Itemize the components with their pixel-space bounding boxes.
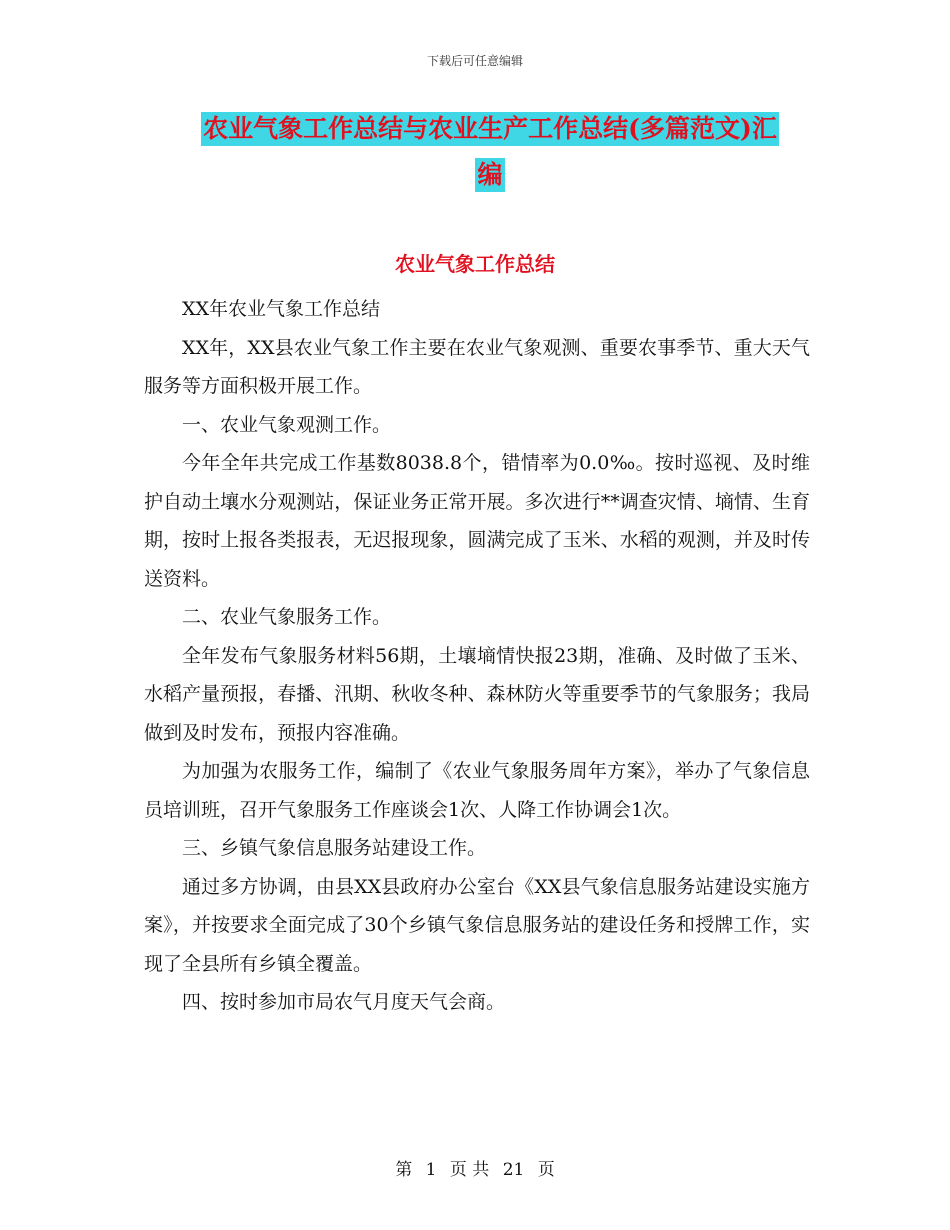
section-title: 农业气象工作总结 — [395, 252, 555, 276]
paragraph: XX年，XX县农业气象工作主要在农业气象观测、重要农事季节、重大天气服务等方面积极开展工作。 — [144, 336, 810, 397]
paragraph: 通过多方协调，由县XX县政府办公室台《XX县气象信息服务站建设实施方案》，并按要求全面完成了30个乡镇气象信息服务站的建设任务和授牌工作，实现了全县所有乡镇全覆盖。 — [144, 875, 810, 975]
footer-suffix: 页 — [537, 1160, 555, 1180]
footer-page-number: 1 — [425, 1160, 437, 1180]
document-body — [144, 290, 810, 1022]
page-header-note: 下载后可任意编辑 — [426, 54, 523, 68]
title-line-2: 编 — [475, 158, 504, 192]
title-line-1: 农业气象工作总结与农业生产工作总结(多篇范文)汇 — [201, 112, 779, 146]
document-title — [160, 112, 820, 192]
paragraph: 一、农业气象观测工作。 — [182, 413, 392, 436]
page-footer — [0, 1155, 950, 1180]
paragraph: XX年农业气象工作总结 — [182, 298, 381, 320]
paragraph: 全年发布气象服务材料56期，土壤墒情快报23期，准确、及时做了玉米、水稻产量预报，春播、汛期、秋收冬种、森林防火等重要季节的气象服务；我局做到及时发布，预报内容准确。 — [144, 644, 810, 744]
footer-total-pages: 21 — [502, 1160, 525, 1180]
footer-prefix: 第 — [395, 1160, 413, 1180]
paragraph: 今年全年共完成工作基数8038.8个，错情率为0.0‰。按时巡视、及时维护自动土壤水分观测站，保证业务正常开展。多次进行**调查灾情、墒情、生育期，按时上报各类报表，无迟报现象，圆满完成了玉米、水稻的观测，并及时传送资料。 — [144, 452, 810, 590]
paragraph: 三、乡镇气象信息服务站建设工作。 — [182, 837, 487, 859]
paragraph: 二、农业气象服务工作。 — [182, 606, 392, 628]
paragraph: 为加强为农服务工作，编制了《农业气象服务周年方案》，举办了气象信息员培训班，召开气象服务工作座谈会1次、人降工作协调会1次。 — [144, 760, 810, 821]
paragraph: 四、按时参加市局农气月度天气会商。 — [182, 991, 506, 1013]
footer-middle: 页 共 — [449, 1160, 490, 1180]
